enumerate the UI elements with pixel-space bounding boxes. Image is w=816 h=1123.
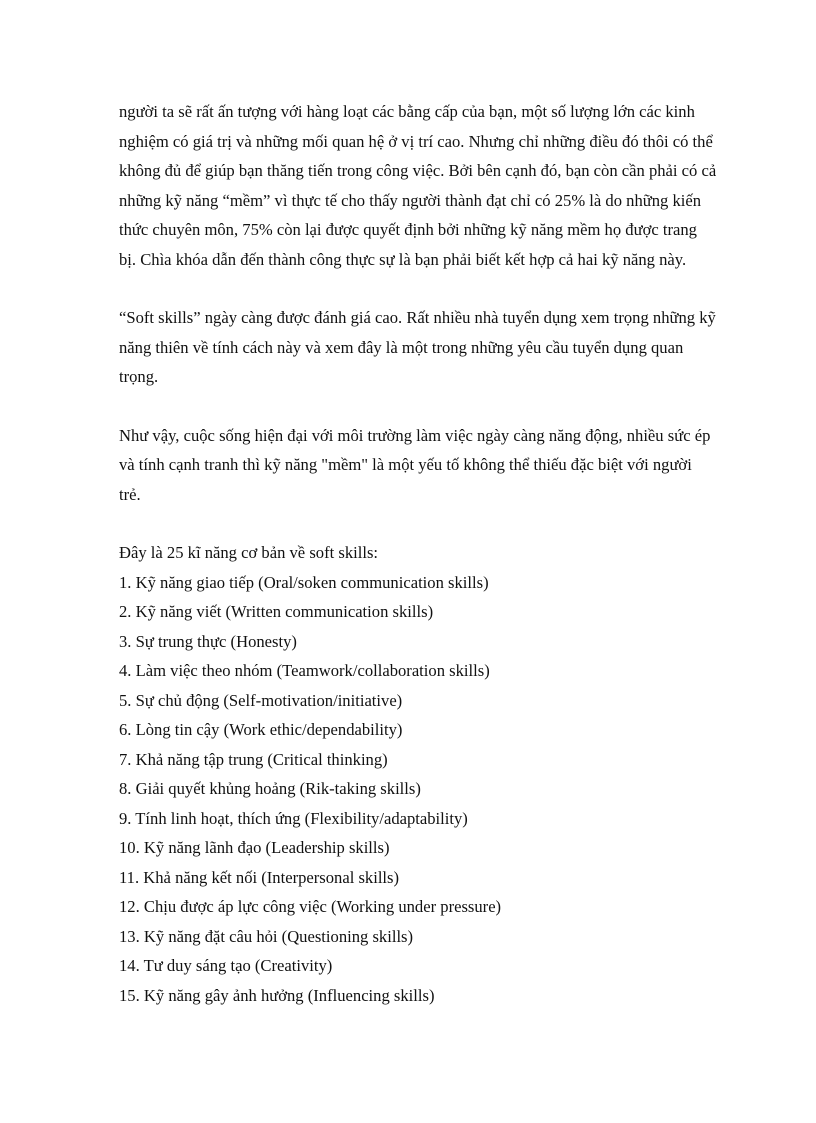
paragraph-line: trẻ. [119, 484, 141, 504]
list-item: 11. Khả năng kết nối (Interpersonal skills) [119, 867, 400, 887]
paragraph-line: Như vậy, cuộc sống hiện đại với môi trường làm việc ngày càng năng động, nhiều sức ép [119, 425, 711, 445]
list-item: 8. Giải quyết khủng hoảng (Rik-taking skills) [119, 779, 421, 798]
paragraph-line: những kỹ năng “mềm” vì thực tế cho thấy người thành đạt chỉ có 25% là do những kiến [119, 190, 702, 210]
paragraph-line: người ta sẽ rất ấn tượng với hàng loạt các bằng cấp của bạn, một số lượng lớn các kinh [119, 102, 695, 121]
list-item: 6. Lòng tin cậy (Work ethic/dependability) [119, 720, 403, 739]
list-item: 5. Sự chủ động (Self-motivation/initiative) [119, 690, 403, 710]
skills-list [119, 568, 709, 1011]
list-item: 3. Sự trung thực (Honesty) [119, 631, 297, 651]
skills-list-intro: Đây là 25 kĩ năng cơ bản về soft skills: [119, 543, 379, 562]
paragraph-line: bị. Chìa khóa dẫn đến thành công thực sự là bạn phải biết kết hợp cả hai kỹ năng này. [119, 249, 687, 269]
paragraph-line: không đủ để giúp bạn thăng tiến trong công việc. Bởi bên cạnh đó, bạn còn cần phải có cả [119, 161, 717, 180]
list-item: 12. Chịu được áp lực công việc (Working under pressure) [119, 897, 502, 916]
list-item: 1. Kỹ năng giao tiếp (Oral/soken communication skills) [119, 572, 489, 592]
list-item: 14. Tư duy sáng tạo (Creativity) [119, 956, 333, 975]
paragraph-line: và tính cạnh tranh thì kỹ năng "mềm" là một yếu tố không thể thiếu đặc biệt với người [119, 455, 692, 474]
paragraph-line: “Soft skills” ngày càng được đánh giá cao. Rất nhiều nhà tuyển dụng xem trọng những kỹ [119, 308, 716, 327]
paragraph-line: nghiệm có giá trị và những mối quan hệ ở vị trí cao. Nhưng chỉ những điều đó thôi có thể [119, 131, 713, 151]
intro-paragraph [119, 97, 717, 274]
list-item: 2. Kỹ năng viết (Written communication skills) [119, 602, 434, 621]
modern-life-paragraph [119, 421, 709, 510]
list-item: 15. Kỹ năng gây ảnh hưởng (Influencing skills) [119, 985, 435, 1005]
list-item: 13. Kỹ năng đặt câu hỏi (Questioning skills) [119, 926, 414, 946]
soft-skills-paragraph [119, 303, 716, 392]
paragraph-line: năng thiên về tính cách này và xem đây là một trong những yêu cầu tuyển dụng quan [119, 337, 684, 357]
list-item: 4. Làm việc theo nhóm (Teamwork/collaboration skills) [119, 661, 490, 680]
list-item: 10. Kỹ năng lãnh đạo (Leadership skills) [119, 838, 390, 857]
paragraph-line: thức chuyên môn, 75% còn lại được quyết định bởi những kỹ năng mềm họ được trang [119, 220, 697, 239]
list-item: 9. Tính linh hoạt, thích ứng (Flexibility/adaptability) [119, 808, 468, 828]
list-item: 7. Khả năng tập trung (Critical thinking) [119, 749, 388, 769]
document-page [119, 97, 717, 1010]
paragraph-line: trọng. [119, 367, 159, 386]
